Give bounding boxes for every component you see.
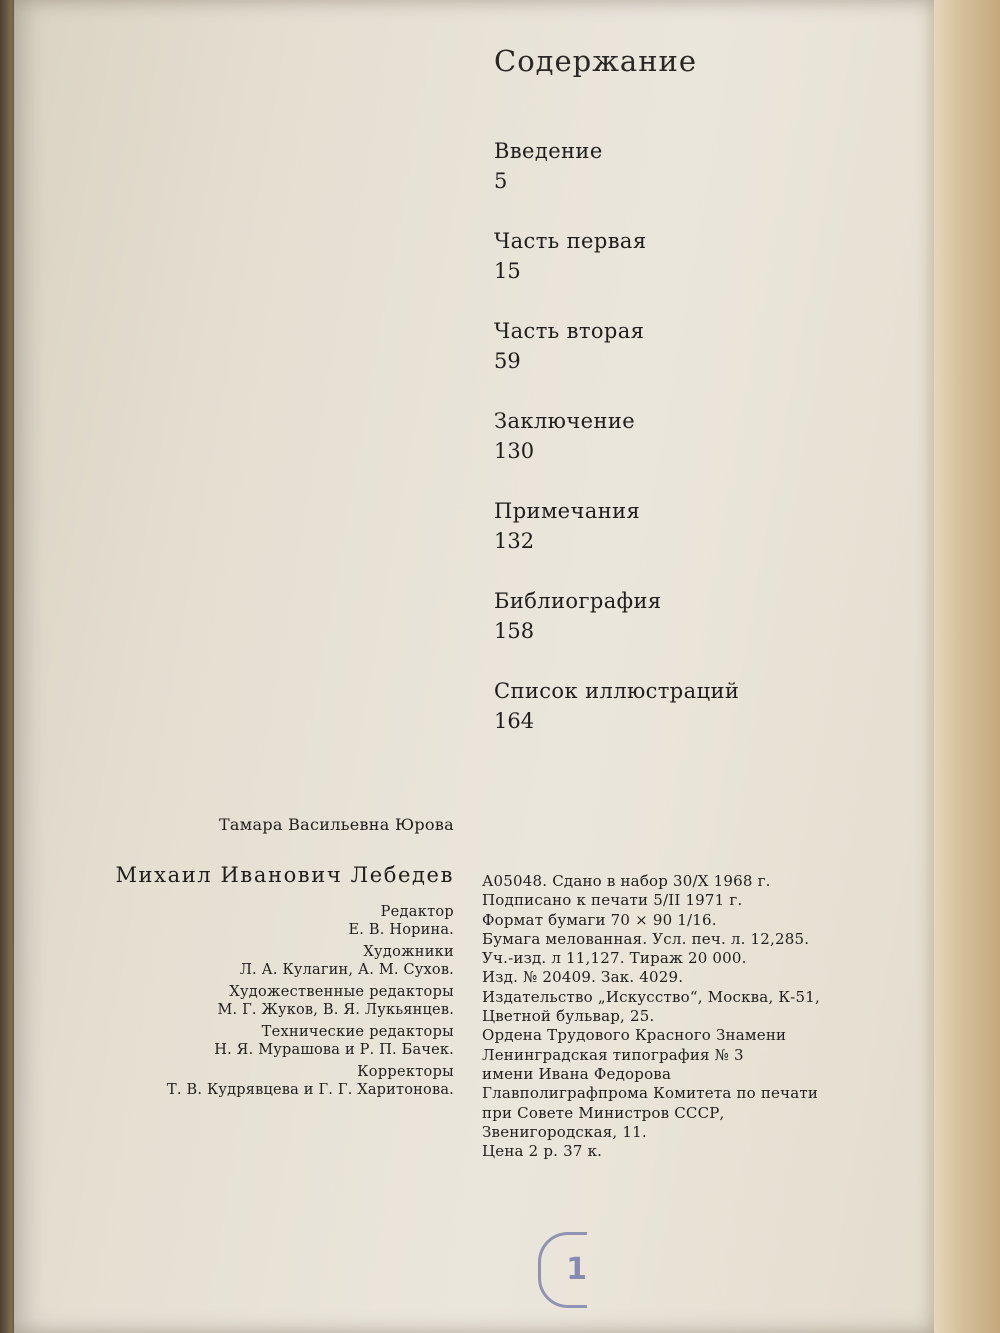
imprint-line: Бумага мелованная. Усл. печ. л. 12,285.	[482, 929, 810, 948]
credit-role-title: Художники	[363, 944, 454, 960]
toc-title: Содержание	[494, 44, 698, 78]
credit-role-title: Редактор	[380, 904, 454, 920]
credit-role-names: Е. В. Норина.	[348, 922, 454, 938]
toc-entry	[494, 676, 894, 766]
imprint-block	[482, 872, 902, 1161]
credit-role	[102, 903, 454, 939]
credit-role-title: Корректоры	[357, 1064, 454, 1080]
imprint-line: Формат бумаги 70 × 90 1/16.	[482, 910, 717, 929]
imprint-line: Подписано к печати 5/II 1971 г.	[482, 891, 743, 910]
toc-entry-label: Часть вторая	[494, 319, 645, 343]
toc-entry-page: 15	[494, 259, 521, 283]
toc-entry-page: 5	[494, 169, 508, 193]
toc-entry-label: Введение	[494, 139, 603, 163]
credit-role-title: Художественные редакторы	[229, 984, 454, 1000]
imprint-line: Звенигородская, 11.	[482, 1122, 647, 1141]
imprint-line: при Совете Министров СССР,	[482, 1103, 725, 1122]
author-name: Тамара Васильевна Юрова	[218, 815, 454, 834]
credit-role-title: Технические редакторы	[261, 1024, 454, 1040]
credit-role-names: Л. А. Кулагин, А. М. Сухов.	[239, 962, 454, 978]
credit-role	[102, 1023, 454, 1059]
toc-entry	[494, 586, 894, 676]
imprint-line: Цветной бульвар, 25.	[482, 1007, 655, 1026]
library-stamp: 1	[538, 1232, 587, 1308]
credit-role-names: Н. Я. Мурашова и Р. П. Бачек.	[214, 1042, 454, 1058]
book-title: Михаил Иванович Лебедев	[115, 863, 454, 887]
imprint-line: имени Ивана Федорова	[482, 1064, 672, 1083]
imprint-line: А05048. Сдано в набор 30/X 1968 г.	[482, 872, 771, 890]
imprint-line: Издательство „Искусство“, Москва, К-51,	[482, 987, 820, 1006]
imprint-line: Главполиграфпрома Комитета по печати	[482, 1084, 819, 1103]
toc-entry-page: 132	[494, 529, 535, 553]
toc-entry-page: 158	[494, 619, 535, 643]
toc-entry-label: Библиография	[494, 589, 662, 613]
toc-entry	[494, 226, 894, 316]
toc-entry-page: 59	[494, 349, 521, 373]
credit-role-names: М. Г. Жуков, В. Я. Лукьянцев.	[217, 1002, 454, 1018]
book-fore-edge	[928, 0, 1000, 1333]
toc-entry-label: Часть первая	[494, 229, 647, 253]
toc-entry	[494, 316, 894, 406]
imprint-line: Цена 2 р. 37 к.	[482, 1142, 603, 1161]
toc-entry	[494, 496, 894, 586]
credit-role	[102, 983, 454, 1019]
toc-entry	[494, 136, 894, 226]
credits-block	[102, 813, 454, 1103]
table-of-contents	[494, 44, 894, 766]
toc-entry-label: Список иллюстраций	[494, 679, 740, 703]
toc-entry-page: 164	[494, 709, 535, 733]
toc-entry-page: 130	[494, 439, 535, 463]
toc-entry-label: Заключение	[494, 409, 636, 433]
credit-role-names: Т. В. Кудрявцева и Г. Г. Харитонова.	[167, 1082, 454, 1098]
toc-entry	[494, 406, 894, 496]
imprint-line: Уч.-изд. л 11,127. Тираж 20 000.	[482, 949, 747, 968]
credit-role	[102, 943, 454, 979]
imprint-line: Ордена Трудового Красного Знамени	[482, 1026, 787, 1045]
credit-role	[102, 1063, 454, 1099]
imprint-line: Изд. № 20409. Зак. 4029.	[482, 968, 684, 987]
imprint-line: Ленинградская типография № 3	[482, 1045, 744, 1064]
toc-entry-label: Примечания	[494, 499, 641, 523]
